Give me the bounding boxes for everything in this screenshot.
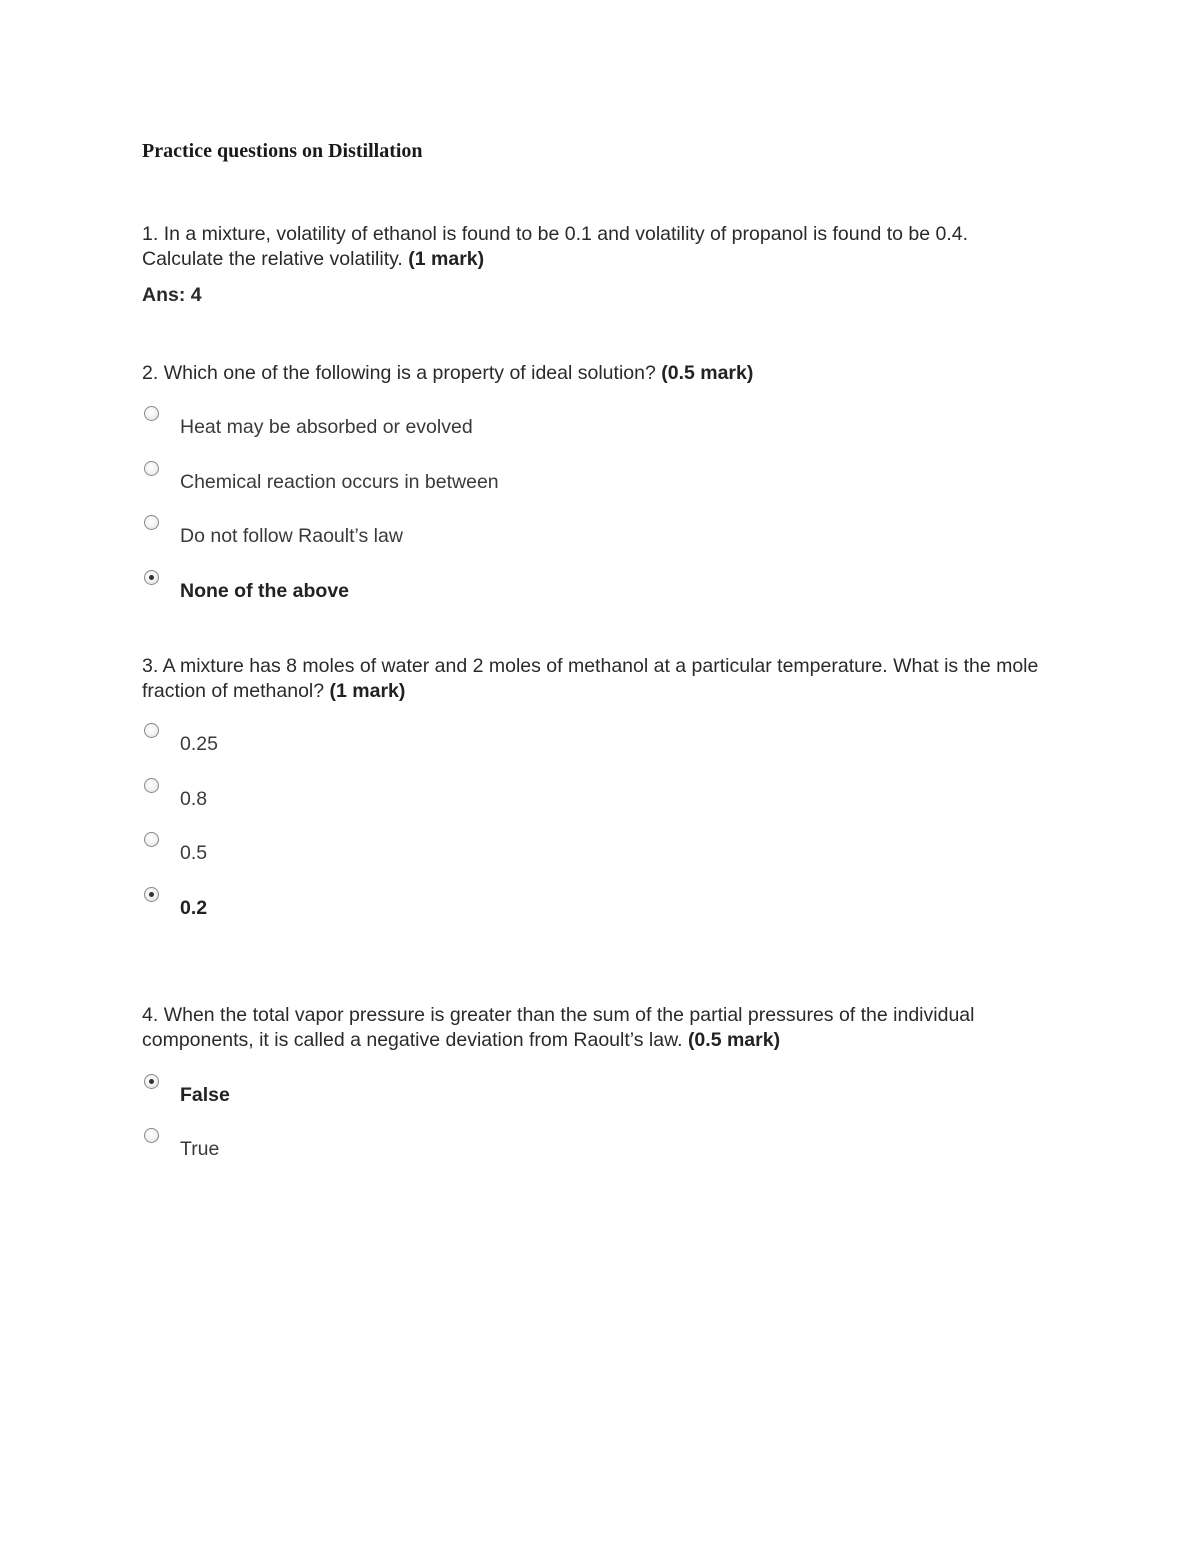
radio-button-icon[interactable]	[144, 723, 159, 738]
q3-option-2[interactable]	[142, 778, 842, 818]
question-3-number: 3.	[142, 655, 159, 677]
radio-button-icon[interactable]	[144, 515, 159, 530]
q2-option-1[interactable]	[142, 406, 842, 446]
q3-option-4[interactable]	[142, 887, 842, 927]
question-4-number: 4.	[142, 1004, 159, 1026]
q2-option-4-label: None of the above	[180, 580, 350, 602]
q2-option-3-label: Do not follow Raoult’s law	[180, 525, 403, 547]
q4-option-2[interactable]	[142, 1128, 842, 1168]
radio-button-selected-icon[interactable]	[144, 1074, 159, 1089]
q3-option-4-label: 0.2	[180, 897, 208, 919]
q3-option-2-label: 0.8	[180, 788, 208, 810]
q3-option-1-label: 0.25	[180, 733, 218, 755]
question-2	[142, 361, 1052, 386]
radio-button-icon[interactable]	[144, 1128, 159, 1143]
q3-option-3-label: 0.5	[180, 842, 208, 864]
q4-option-1[interactable]	[142, 1074, 842, 1114]
question-4-text: When the total vapor pressure is greater than the sum of the partial pressures of the individual components, it is called a negative deviation from Raoult’s law.	[142, 1004, 975, 1051]
document-title: Practice questions on Distillation	[142, 140, 423, 162]
question-4	[142, 1003, 1052, 1053]
radio-button-selected-icon[interactable]	[144, 887, 159, 902]
question-2-text: Which one of the following is a property of ideal solution?	[163, 362, 656, 384]
radio-button-icon[interactable]	[144, 832, 159, 847]
q4-option-2-label: True	[180, 1138, 220, 1160]
question-3-text: A mixture has 8 moles of water and 2 moles of methanol at a particular temperature. What is the mole fraction of methanol?	[142, 655, 1039, 702]
question-2-number: 2.	[142, 362, 159, 384]
q2-option-2-label: Chemical reaction occurs in between	[180, 471, 499, 493]
question-1-answer: Ans: 4	[142, 284, 202, 306]
q2-option-2[interactable]	[142, 461, 842, 501]
q2-option-4[interactable]	[142, 570, 842, 610]
q2-option-3[interactable]	[142, 515, 842, 555]
question-4-marks: (0.5 mark)	[687, 1029, 781, 1051]
question-1-number: 1.	[142, 223, 159, 245]
q4-option-1-label: False	[180, 1084, 230, 1106]
radio-button-selected-icon[interactable]	[144, 570, 159, 585]
question-1-marks: (1 mark)	[408, 248, 485, 270]
question-3-marks: (1 mark)	[329, 680, 406, 702]
question-1	[142, 222, 1052, 272]
radio-button-icon[interactable]	[144, 406, 159, 421]
radio-button-icon[interactable]	[144, 778, 159, 793]
question-3	[142, 654, 1052, 704]
q2-option-1-label: Heat may be absorbed or evolved	[180, 416, 473, 438]
question-2-marks: (0.5 mark)	[661, 362, 754, 384]
radio-button-icon[interactable]	[144, 461, 159, 476]
question-1-text: In a mixture, volatility of ethanol is found to be 0.1 and volatility of propanol is found to be 0.4. Calculate the relative volatility.	[142, 223, 969, 270]
q3-option-3[interactable]	[142, 832, 842, 872]
q3-option-1[interactable]	[142, 723, 842, 763]
